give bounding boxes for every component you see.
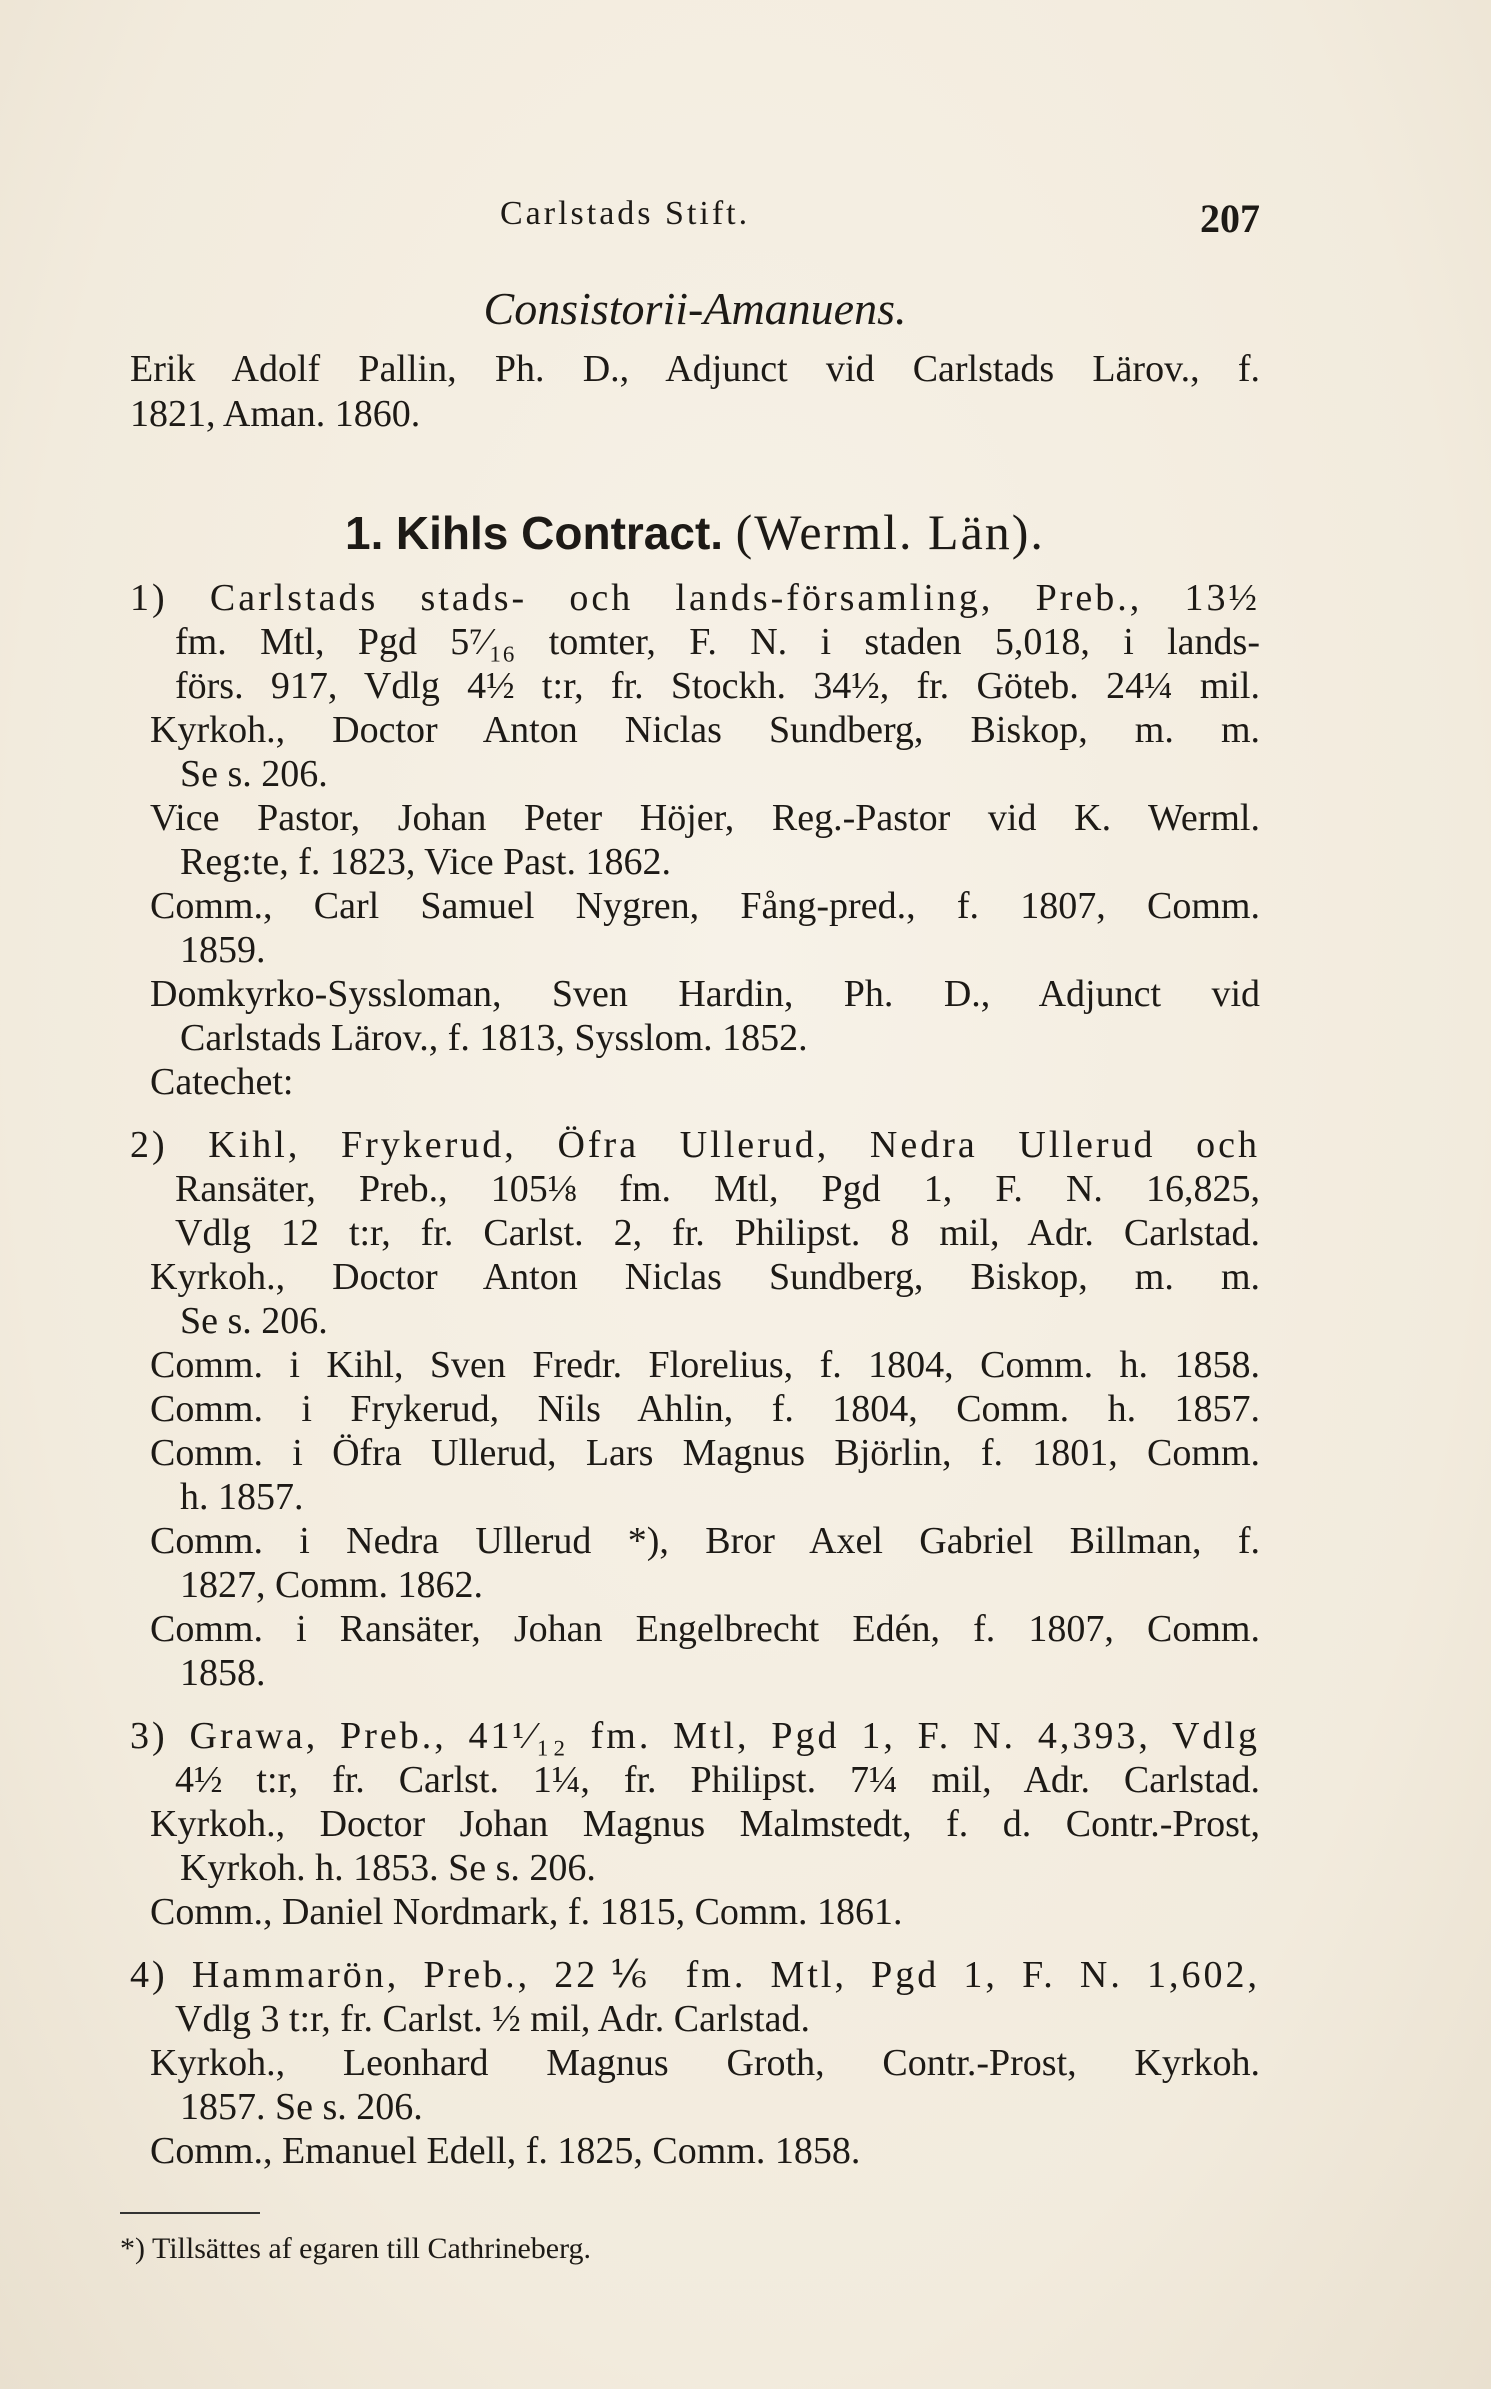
entry-line: Comm. i Frykerud, Nils Ahlin, f. 1804, Comm. h. 1857.: [150, 1388, 1260, 1430]
entry-line: Comm. i Ransäter, Johan Engelbrecht Edén, f. 1807, Comm.: [150, 1608, 1260, 1650]
entry-line: 1859.: [180, 929, 266, 971]
entry-line: Domkyrko-Syssloman, Sven Hardin, Ph. D., Adjunct vid: [150, 973, 1260, 1015]
contract-region: (Werml. Län).: [735, 504, 1045, 560]
entry-line: h. 1857.: [180, 1476, 304, 1518]
contract-name: Kihls Contract.: [395, 507, 724, 559]
entry-line: Comm. i Öfra Ullerud, Lars Magnus Björlin, f. 1801, Comm.: [150, 1432, 1260, 1474]
entry-line: Kyrkoh. h. 1853. Se s. 206.: [180, 1847, 596, 1889]
entry-line: Se s. 206.: [180, 1300, 328, 1342]
entry-line: 1857. Se s. 206.: [180, 2086, 423, 2128]
entry-line: Vdlg 3 t:r, fr. Carlst. ½ mil, Adr. Carlstad.: [175, 1998, 810, 2040]
entry-line: 1) Carlstads stads- och lands-församling, Preb., 13½: [130, 577, 1260, 619]
entry-line: Reg:te, f. 1823, Vice Past. 1862.: [180, 841, 671, 883]
entry-line: Vdlg 12 t:r, fr. Carlst. 2, fr. Philipst. 8 mil, Adr. Carlstad.: [175, 1212, 1260, 1254]
entry-line: 4) Hammarön, Preb., 22⅙ fm. Mtl, Pgd 1, F. N. 1,602,: [130, 1954, 1260, 1996]
amanuens-entry-line-1: Erik Adolf Pallin, Ph. D., Adjunct vid Carlstads Lärov., f.: [130, 348, 1260, 390]
entry-line: 3) Grawa, Preb., 41¹⁄₁₂ fm. Mtl, Pgd 1, F. N. 4,393, Vdlg: [130, 1715, 1260, 1757]
page-number: 207: [1200, 196, 1260, 241]
entry-line: fm. Mtl, Pgd 5⁷⁄₁₆ tomter, F. N. i staden 5,018, i lands-: [175, 621, 1260, 663]
footnote-rule: [120, 2212, 260, 2214]
entry-line: Comm. i Kihl, Sven Fredr. Florelius, f. 1804, Comm. h. 1858.: [150, 1344, 1260, 1386]
entry-line: Se s. 206.: [180, 753, 328, 795]
entry-line: Carlstads Lärov., f. 1813, Sysslom. 1852.: [180, 1017, 808, 1059]
entry-line: 4½ t:r, fr. Carlst. 1¼, fr. Philipst. 7¼ mil, Adr. Carlstad.: [175, 1759, 1260, 1801]
entry-line: 1827, Comm. 1862.: [180, 1564, 483, 1606]
entry-line: Comm., Carl Samuel Nygren, Fång-pred., f. 1807, Comm.: [150, 885, 1260, 927]
entry-line: Comm., Daniel Nordmark, f. 1815, Comm. 1861.: [150, 1891, 903, 1933]
entry-line: Comm. i Nedra Ullerud *), Bror Axel Gabriel Billman, f.: [150, 1520, 1260, 1562]
amanuens-entry-line-2: 1821, Aman. 1860.: [130, 393, 421, 435]
entry-line: Kyrkoh., Doctor Anton Niclas Sundberg, Biskop, m. m.: [150, 709, 1260, 751]
entry-line: Kyrkoh., Leonhard Magnus Groth, Contr.-Prost, Kyrkoh.: [150, 2042, 1260, 2084]
entry-line: Kyrkoh., Doctor Johan Magnus Malmstedt, f. d. Contr.-Prost,: [150, 1803, 1260, 1845]
running-head: Carlstads Stift.: [500, 195, 751, 232]
entry-line: 2) Kihl, Frykerud, Öfra Ullerud, Nedra Ullerud och: [130, 1124, 1260, 1166]
entry-line: Catechet:: [150, 1061, 294, 1103]
entry-line: Kyrkoh., Doctor Anton Niclas Sundberg, Biskop, m. m.: [150, 1256, 1260, 1298]
entry-line: Comm., Emanuel Edell, f. 1825, Comm. 1858.: [150, 2130, 861, 2172]
footnote: *) Tillsättes af egaren till Cathrineberg.: [120, 2232, 592, 2265]
entry-line: 1858.: [180, 1652, 266, 1694]
entry-line: Vice Pastor, Johan Peter Höjer, Reg.-Pastor vid K. Werml.: [150, 797, 1260, 839]
entry-line: Ransäter, Preb., 105⅛ fm. Mtl, Pgd 1, F. N. 16,825,: [175, 1168, 1260, 1210]
section-title: Consistorii-Amanuens.: [483, 283, 907, 334]
entry-line: förs. 917, Vdlg 4½ t:r, fr. Stockh. 34½, fr. Göteb. 24¼ mil.: [175, 665, 1260, 707]
contract-number: 1.: [345, 507, 384, 559]
contract-heading: [130, 503, 1260, 561]
